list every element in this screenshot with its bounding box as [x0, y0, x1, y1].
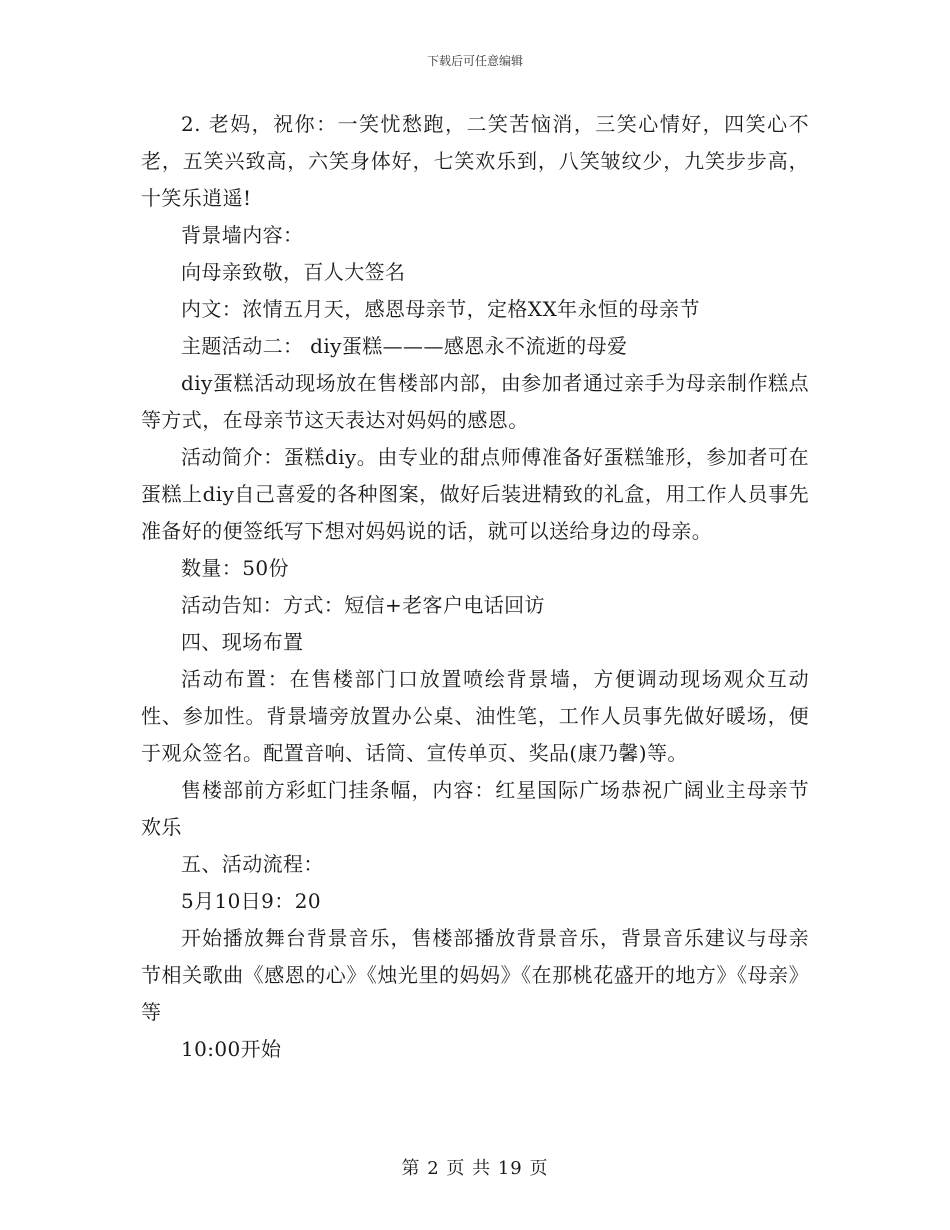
page-header: 下载后可任意编辑 [426, 54, 523, 68]
paragraph: 向母亲致敬，百人大签名 [181, 260, 406, 284]
paragraph: 2. 老妈，祝你：一笑忧愁跑，二笑苦恼消，三笑心情好，四笑心不老，五笑兴致高，六笑身体好，七笑欢乐到，八笑皱纹少，九笑步步高，十笑乐逍遥! [141, 112, 809, 210]
paragraph: 5月10日9：20 [181, 889, 321, 913]
paragraph: diy蛋糕活动现场放在售楼部内部，由参加者通过亲手为母亲制作糕点等方式，在母亲节这天表达对妈妈的感恩。 [141, 371, 809, 432]
section-heading: 五、活动流程： [181, 852, 324, 876]
paragraph: 背景墙内容： [181, 223, 304, 247]
paragraph: 活动布置：在售楼部门口放置喷绘背景墙，方便调动现场观众互动性、参加性。背景墙旁放置办公桌、油性笔，工作人员事先做好暖场，便于观众签名。配置音响、话筒、宣传单页、奖品(康乃馨)等。 [141, 667, 809, 765]
paragraph: 活动简介：蛋糕diy。由专业的甜点师傅准备好蛋糕雏形，参加者可在蛋糕上diy自己喜爱的各种图案，做好后装进精致的礼盒，用工作人员事先准备好的便签纸写下想对妈妈说的话，就可以送给身边的母亲。 [141, 445, 809, 543]
document-body [141, 106, 809, 1068]
paragraph: 内文：浓情五月天，感恩母亲节，定格XX年永恒的母亲节 [181, 297, 700, 321]
paragraph: 数量：50份 [181, 556, 289, 580]
paragraph: 开始播放舞台背景音乐，售楼部播放背景音乐，背景音乐建议与母亲节相关歌曲《感恩的心》《烛光里的妈妈》《在那桃花盛开的地方》《母亲》等 [141, 926, 809, 1024]
section-heading: 四、现场布置 [181, 630, 304, 654]
page-number-footer: 第 2 页 共 19 页 [401, 1158, 549, 1179]
paragraph: 售楼部前方彩虹门挂条幅，内容：红星国际广场恭祝广阔业主母亲节欢乐 [141, 778, 809, 839]
paragraph: 10:00开始 [181, 1037, 282, 1061]
paragraph: 活动告知：方式：短信+老客户电话回访 [181, 593, 545, 617]
paragraph: 主题活动二： diy蛋糕———感恩永不流逝的母爱 [181, 334, 628, 358]
